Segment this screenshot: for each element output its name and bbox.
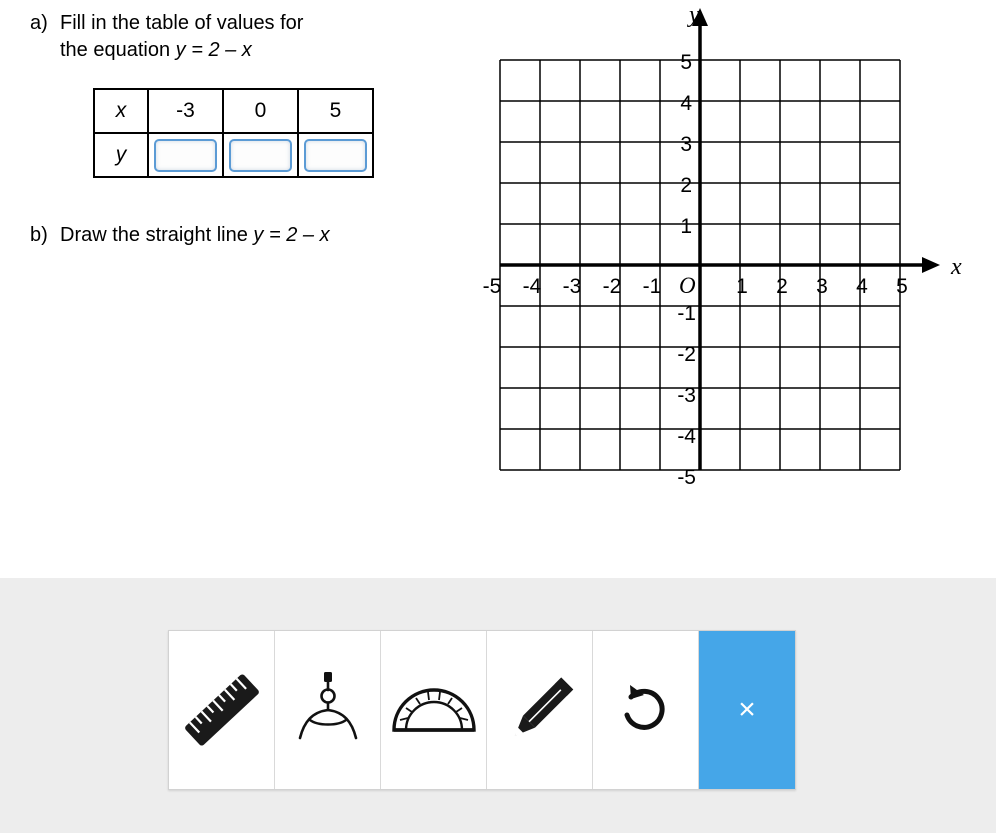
table-cell-x-2: 5 xyxy=(298,89,373,133)
x-axis-arrow xyxy=(922,257,940,273)
undo-icon xyxy=(611,675,681,745)
table-row-y xyxy=(94,133,373,177)
svg-text:5: 5 xyxy=(680,51,692,74)
table-header-y: y xyxy=(94,133,148,177)
close-tools-button[interactable] xyxy=(699,631,795,789)
table-cell-x-1: 0 xyxy=(223,89,298,133)
svg-text:-5: -5 xyxy=(482,275,502,298)
close-icon: × xyxy=(738,693,756,726)
question-a-label: a) xyxy=(30,12,48,34)
axes xyxy=(500,20,925,470)
table-cell-y-1[interactable] xyxy=(223,133,298,177)
svg-text:-2: -2 xyxy=(602,275,622,298)
tool-strip xyxy=(168,630,796,790)
tool-panel xyxy=(0,578,996,833)
x-axis-label: x xyxy=(951,254,962,280)
svg-text:-4: -4 xyxy=(522,275,542,298)
answer-input-2[interactable] xyxy=(304,139,367,172)
question-b-prefix: Draw the straight line xyxy=(60,224,254,246)
ruler-tool-button[interactable] xyxy=(169,631,275,789)
answer-input-0[interactable] xyxy=(154,139,217,172)
question-b-label: b) xyxy=(30,224,48,246)
svg-text:-3: -3 xyxy=(562,275,582,298)
pencil-icon xyxy=(494,664,586,756)
table-of-values xyxy=(93,88,374,178)
table-cell-x-0: -3 xyxy=(148,89,223,133)
svg-text:-2: -2 xyxy=(677,343,696,366)
compass-tool-button[interactable] xyxy=(275,631,381,789)
svg-text:3: 3 xyxy=(680,133,692,156)
svg-text:-5: -5 xyxy=(677,466,696,489)
svg-text:3: 3 xyxy=(816,275,828,298)
pencil-tool-button[interactable] xyxy=(487,631,593,789)
svg-text:1: 1 xyxy=(680,215,692,238)
answer-input-1[interactable] xyxy=(229,139,292,172)
y-axis-label: y xyxy=(689,2,700,28)
question-a-line1: Fill in the table of values for xyxy=(60,12,304,34)
svg-text:4: 4 xyxy=(680,92,692,115)
y-tick-labels xyxy=(677,51,696,489)
question-b-text xyxy=(60,222,330,249)
question-b-equation: y = 2 – x xyxy=(253,224,330,246)
graph-svg[interactable] xyxy=(470,0,990,500)
svg-text:5: 5 xyxy=(896,275,908,298)
svg-text:-4: -4 xyxy=(677,425,696,448)
table-header-x: x xyxy=(94,89,148,133)
question-a-equation: y = 2 – x xyxy=(175,39,252,61)
svg-text:1: 1 xyxy=(736,275,748,298)
svg-text:-1: -1 xyxy=(677,302,696,325)
undo-tool-button[interactable] xyxy=(593,631,699,789)
question-a-text xyxy=(60,10,303,64)
svg-text:-3: -3 xyxy=(677,384,696,407)
compass-icon xyxy=(282,664,374,756)
coordinate-grid[interactable] xyxy=(470,0,990,500)
svg-text:4: 4 xyxy=(856,275,868,298)
svg-text:2: 2 xyxy=(776,275,788,298)
table-cell-y-2[interactable] xyxy=(298,133,373,177)
svg-text:-1: -1 xyxy=(642,275,662,298)
protractor-tool-button[interactable] xyxy=(381,631,487,789)
protractor-icon xyxy=(386,664,482,756)
table-cell-y-0[interactable] xyxy=(148,133,223,177)
origin-label: O xyxy=(679,273,696,298)
svg-text:2: 2 xyxy=(680,174,692,197)
question-a-line2-prefix: the equation xyxy=(60,39,176,61)
question-b xyxy=(30,222,330,249)
table-row-x xyxy=(94,89,373,133)
question-a xyxy=(30,10,303,64)
ruler-icon xyxy=(176,664,268,756)
